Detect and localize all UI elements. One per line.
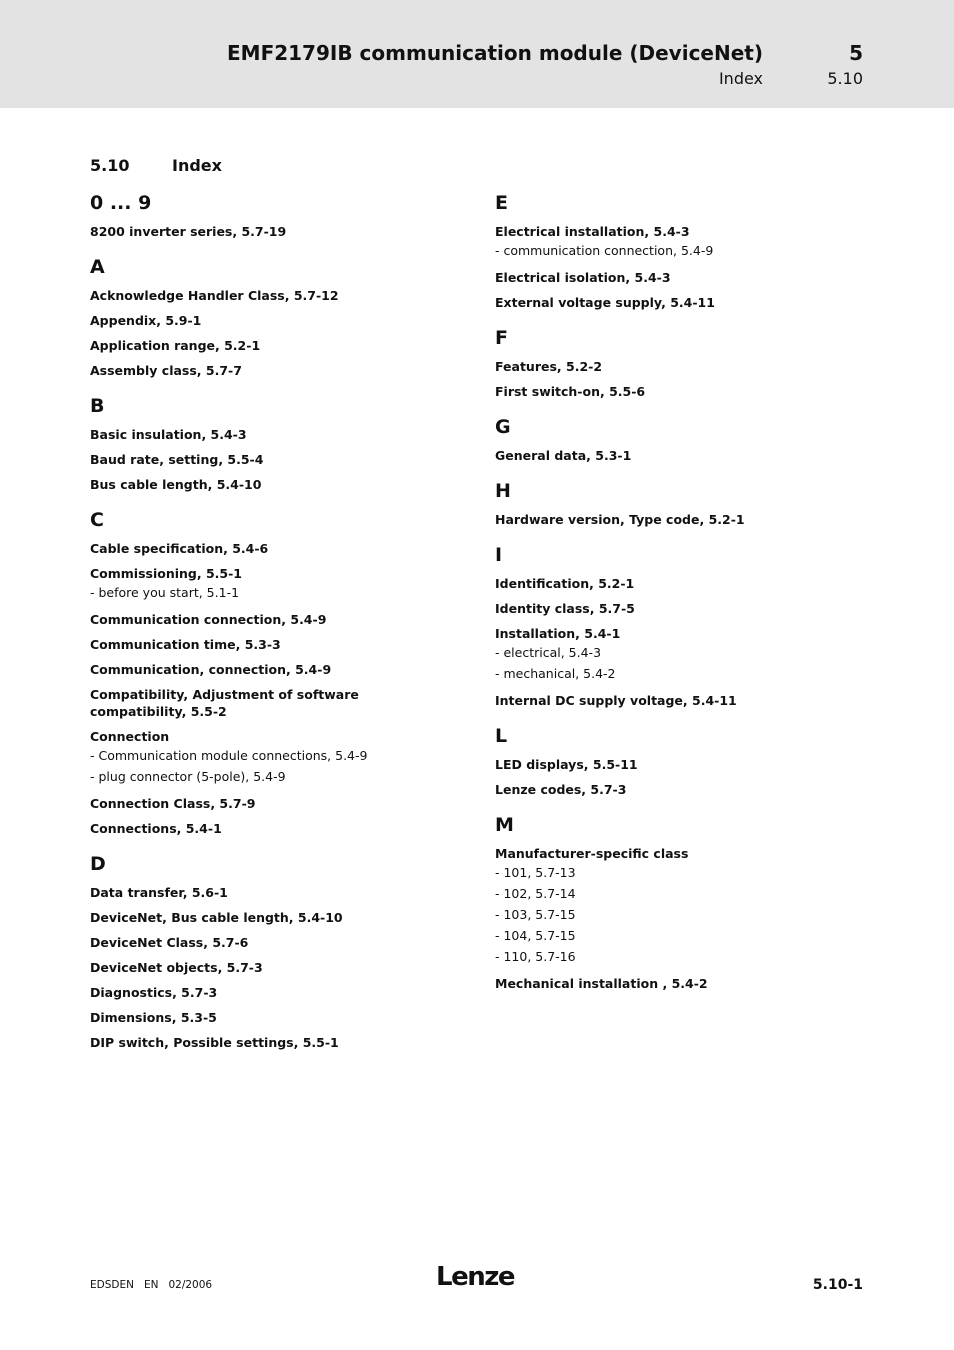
index-entry xyxy=(495,358,875,375)
index-entry-main: Cable specification, 5.4-6 xyxy=(90,541,269,556)
index-entry xyxy=(495,600,875,617)
index-entry xyxy=(90,884,440,901)
index-entry xyxy=(90,1034,440,1051)
index-entry-main: Diagnostics, 5.7-3 xyxy=(90,985,218,1000)
index-entry-main: External voltage supply, 5.4-11 xyxy=(495,295,715,310)
index-entry xyxy=(495,447,875,464)
index-entry xyxy=(90,565,440,603)
header-title: EMF2179IB communication module (DeviceNet) xyxy=(227,41,763,65)
index-entry-sub: - 101, 5.7-13 xyxy=(495,865,576,880)
footer-doc-code: EDSDEN xyxy=(90,1279,134,1291)
index-entry xyxy=(90,686,440,720)
index-entry xyxy=(495,692,875,709)
index-group xyxy=(495,190,875,311)
index-entry-main: Identification, 5.2-1 xyxy=(495,576,635,591)
index-entry xyxy=(90,287,440,304)
index-entry-main: Manufacturer-specific class xyxy=(495,846,689,861)
index-entry xyxy=(495,575,875,592)
index-letter-heading: F xyxy=(495,327,508,349)
index-entry-main: Electrical installation, 5.4-3 xyxy=(495,224,690,239)
index-letter-heading: B xyxy=(90,395,105,417)
index-column-right xyxy=(495,190,875,1006)
index-letter-heading: E xyxy=(495,192,508,214)
index-entry xyxy=(90,984,440,1001)
index-group xyxy=(495,723,875,798)
index-entry xyxy=(495,756,875,773)
index-entry-sub: - 102, 5.7-14 xyxy=(495,886,576,901)
index-entry-main: Connection Class, 5.7-9 xyxy=(90,796,256,811)
index-entry-main: DeviceNet objects, 5.7-3 xyxy=(90,960,263,975)
index-entry-main: DIP switch, Possible settings, 5.5-1 xyxy=(90,1035,339,1050)
footer-page-number: 5.10-1 xyxy=(812,1277,863,1293)
section-number: 5.10 xyxy=(90,156,130,175)
index-entry-main: Installation, 5.4-1 xyxy=(495,626,621,641)
index-group xyxy=(495,812,875,992)
index-entry xyxy=(495,511,875,528)
index-entry-main: Communication time, 5.3-3 xyxy=(90,637,281,652)
index-entry xyxy=(495,294,875,311)
index-letter-heading: 0 ... 9 xyxy=(90,192,152,214)
index-entry-main: Acknowledge Handler Class, 5.7-12 xyxy=(90,288,339,303)
index-entry-main: Communication, connection, 5.4-9 xyxy=(90,662,332,677)
index-entry-sub: - 110, 5.7-16 xyxy=(495,949,576,964)
index-letter-heading: I xyxy=(495,544,503,566)
index-entry xyxy=(495,625,875,684)
index-entry-main: Basic insulation, 5.4-3 xyxy=(90,427,247,442)
index-group xyxy=(90,851,440,1051)
index-entry xyxy=(90,728,440,787)
index-letter-heading: L xyxy=(495,725,508,747)
index-entry xyxy=(495,223,875,261)
index-entry-main: Assembly class, 5.7-7 xyxy=(90,363,242,378)
index-entry-sub: - electrical, 5.4-3 xyxy=(495,645,602,660)
index-entry-main: Baud rate, setting, 5.5-4 xyxy=(90,452,264,467)
index-group xyxy=(90,393,440,493)
index-entry xyxy=(90,223,440,240)
header-section-number: 5.10 xyxy=(827,69,863,88)
footer-doc-info xyxy=(90,1279,222,1291)
index-group xyxy=(495,542,875,709)
index-group xyxy=(90,254,440,379)
index-entry xyxy=(495,975,875,992)
index-group xyxy=(90,507,440,837)
header-subtitle: Index xyxy=(718,69,763,88)
index-entry-main: Bus cable length, 5.4-10 xyxy=(90,477,262,492)
index-group xyxy=(90,190,440,240)
index-letter-heading: H xyxy=(495,480,511,502)
index-entry-main: Connection xyxy=(90,729,170,744)
index-entry-main: Data transfer, 5.6-1 xyxy=(90,885,228,900)
index-group xyxy=(495,414,875,464)
index-entry-main: Commissioning, 5.5-1 xyxy=(90,566,243,581)
index-entry xyxy=(90,1009,440,1026)
index-entry-main: 8200 inverter series, 5.7-19 xyxy=(90,224,287,239)
index-entry xyxy=(90,426,440,443)
index-entry-sub: - plug connector (5-pole), 5.4-9 xyxy=(90,769,286,784)
footer-language: EN xyxy=(143,1279,159,1291)
index-entry-main: DeviceNet, Bus cable length, 5.4-10 xyxy=(90,910,343,925)
index-entry xyxy=(90,540,440,557)
index-entry xyxy=(90,795,440,812)
index-entry xyxy=(90,820,440,837)
index-entry xyxy=(90,312,440,329)
index-entry-main: Appendix, 5.9-1 xyxy=(90,313,202,328)
page-header xyxy=(0,0,954,108)
index-group xyxy=(495,325,875,400)
index-entry-sub: - 104, 5.7-15 xyxy=(495,928,576,943)
index-entry-main: Lenze codes, 5.7-3 xyxy=(495,782,627,797)
index-entry-main: Communication connection, 5.4-9 xyxy=(90,612,327,627)
index-entry-main: Mechanical installation , 5.4-2 xyxy=(495,976,708,991)
index-entry-sub: - 103, 5.7-15 xyxy=(495,907,576,922)
index-entry-main: Features, 5.2-2 xyxy=(495,359,603,374)
index-entry-main: Hardware version, Type code, 5.2-1 xyxy=(495,512,745,527)
index-letter-heading: D xyxy=(90,853,106,875)
index-entry xyxy=(90,909,440,926)
index-entry xyxy=(90,451,440,468)
index-group xyxy=(495,478,875,528)
index-entry-main: LED displays, 5.5-11 xyxy=(495,757,638,772)
section-title: Index xyxy=(172,156,222,175)
header-chapter-number: 5 xyxy=(849,41,863,65)
index-letter-heading: C xyxy=(90,509,104,531)
index-letter-heading: A xyxy=(90,256,105,278)
index-entry xyxy=(90,661,440,678)
index-entry-sub: - mechanical, 5.4-2 xyxy=(495,666,616,681)
index-entry-main: Application range, 5.2-1 xyxy=(90,338,261,353)
index-entry xyxy=(90,959,440,976)
index-column-left xyxy=(90,190,440,1065)
index-entry xyxy=(495,781,875,798)
footer-date: 02/2006 xyxy=(168,1279,213,1291)
index-entry xyxy=(90,337,440,354)
index-entry-sub: - before you start, 5.1-1 xyxy=(90,585,240,600)
index-entry-main: Electrical isolation, 5.4-3 xyxy=(495,270,671,285)
index-entry xyxy=(495,845,875,967)
index-entry xyxy=(90,934,440,951)
index-entry-main: Dimensions, 5.3-5 xyxy=(90,1010,217,1025)
index-entry-main: General data, 5.3-1 xyxy=(495,448,632,463)
index-entry-main: Internal DC supply voltage, 5.4-11 xyxy=(495,693,737,708)
index-entry-main: DeviceNet Class, 5.7-6 xyxy=(90,935,249,950)
index-entry xyxy=(90,636,440,653)
index-entry-main: Identity class, 5.7-5 xyxy=(495,601,635,616)
index-letter-heading: G xyxy=(495,416,511,438)
index-entry-main: Connections, 5.4-1 xyxy=(90,821,222,836)
index-entry xyxy=(90,476,440,493)
index-entry xyxy=(90,362,440,379)
lenze-logo: Lenze xyxy=(436,1262,514,1292)
index-entry xyxy=(495,269,875,286)
index-entry-main: Compatibility, Adjustment of software compatibility, 5.5-2 xyxy=(90,687,359,719)
index-entry xyxy=(495,383,875,400)
index-entry xyxy=(90,611,440,628)
index-letter-heading: M xyxy=(495,814,514,836)
index-entry-main: First switch-on, 5.5-6 xyxy=(495,384,646,399)
index-entry-sub: - communication connection, 5.4-9 xyxy=(495,243,714,258)
index-entry-sub: - Communication module connections, 5.4-9 xyxy=(90,748,368,763)
